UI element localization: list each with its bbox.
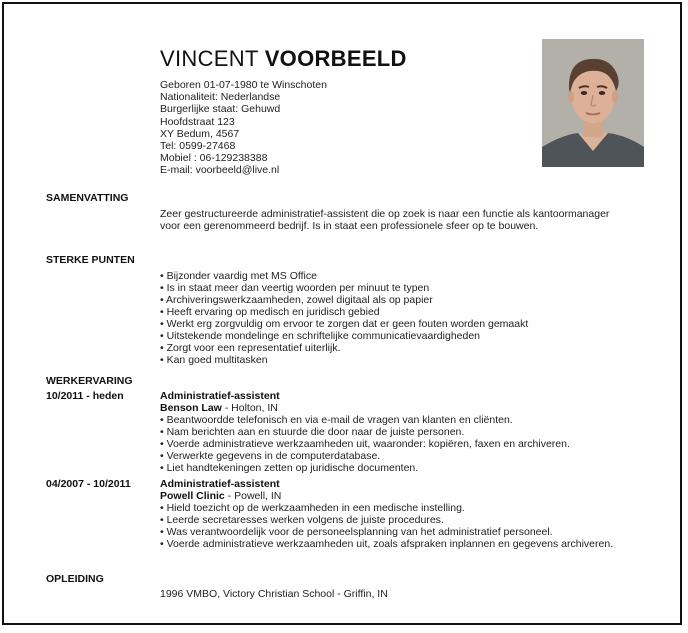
nationality: Nationaliteit: Nederlandse <box>160 91 281 104</box>
list-item: • Zorgt voor een representatief uiterlijk. <box>160 342 341 354</box>
list-item: • Is in staat meer dan veertig woorden per minuut te typen <box>160 282 430 294</box>
section-label-summary: SAMENVATTING <box>46 192 129 204</box>
job-title: Administratief-assistent <box>160 390 280 402</box>
mobile: Mobiel : 06-129238388 <box>160 152 268 165</box>
list-item: • Archiveringswerkzaamheden, zowel digitaal als op papier <box>160 294 433 306</box>
candidate-name <box>160 46 407 72</box>
strengths-list <box>160 270 630 366</box>
list-item: • Voerde administratieve werkzaamheden uit, zoals afspraken inplannen en gegevens archiveren. <box>160 538 614 550</box>
birth-info: Geboren 01-07-1980 te Winschoten <box>160 79 327 91</box>
job-date: 04/2007 - 10/2011 <box>46 478 131 490</box>
street-address: Hoofdstraat 123 <box>160 115 235 128</box>
marital-status: Burgerlijke staat: Gehuwd <box>160 103 281 116</box>
list-item: • Liet handtekeningen zetten op juridische documenten. <box>160 462 419 474</box>
job-title: Administratief-assistent <box>160 478 280 490</box>
list-item: • Heeft ervaring op medisch en juridisch gebied <box>160 306 380 318</box>
list-item: • Was verantwoordelijk voor de personeelsplanning van het administratief personeel. <box>160 526 553 538</box>
phone: Tel: 0599-27468 <box>160 140 236 153</box>
company-location: - Holton, IN <box>221 402 278 414</box>
list-item: • Beantwoordde telefonisch en via e-mail de vragen van klanten en cliënten. <box>160 414 513 426</box>
contact-details <box>160 79 327 177</box>
list-item: • Hield toezicht op de werkzaamheden in een medische instelling. <box>160 502 465 514</box>
list-item: • Kan goed multitasken <box>160 354 268 366</box>
job-date: 10/2011 - heden <box>46 390 124 402</box>
profile-photo <box>542 39 644 167</box>
first-name: VINCENT <box>160 46 259 71</box>
company-name: Benson Law <box>160 402 222 414</box>
summary-text: Zeer gestructureerde administratief-assistent die op zoek is naar een functie als kantoormanager voor een gerenommeerd bedrijf. Is in staat een professionele sfeer op te bouwen. <box>160 208 610 232</box>
list-item: • Nam berichten aan en stuurde die door naar de juiste personen. <box>160 426 465 438</box>
email: E-mail: voorbeeld@live.nl <box>160 164 280 177</box>
postal-city: XY Bedum, 4567 <box>160 127 240 140</box>
education-text: 1996 VMBO, Victory Christian School - Griffin, IN <box>160 588 388 600</box>
list-item: • Leerde secretaresses werken volgens de juiste procedures. <box>160 514 444 526</box>
list-item: • Werkt erg zorgvuldig om ervoor te zorgen dat er geen fouten worden gemaakt <box>160 318 529 330</box>
section-label-education: OPLEIDING <box>46 573 104 585</box>
list-item: • Uitstekende mondelinge en schriftelijke communicatievaardigheden <box>160 330 481 342</box>
company-location: - Powell, IN <box>224 490 282 502</box>
list-item: • Voerde administratieve werkzaamheden uit, waaronder: kopiëren, faxen en archiveren. <box>160 438 570 450</box>
section-label-strengths: STERKE PUNTEN <box>46 254 135 266</box>
job-company-line <box>160 402 630 414</box>
company-name: Powell Clinic <box>160 490 225 502</box>
job-company-line <box>160 490 630 502</box>
portrait-illustration <box>542 39 644 167</box>
job-entry <box>160 478 630 550</box>
section-label-experience: WERKERVARING <box>46 375 133 387</box>
list-item: • Verwerkte gegevens in de computerdatabase. <box>160 450 381 462</box>
last-name: VOORBEELD <box>264 46 407 71</box>
resume-page <box>2 2 682 625</box>
list-item: • Bijzonder vaardig met MS Office <box>160 270 317 282</box>
job-entry <box>160 390 630 474</box>
